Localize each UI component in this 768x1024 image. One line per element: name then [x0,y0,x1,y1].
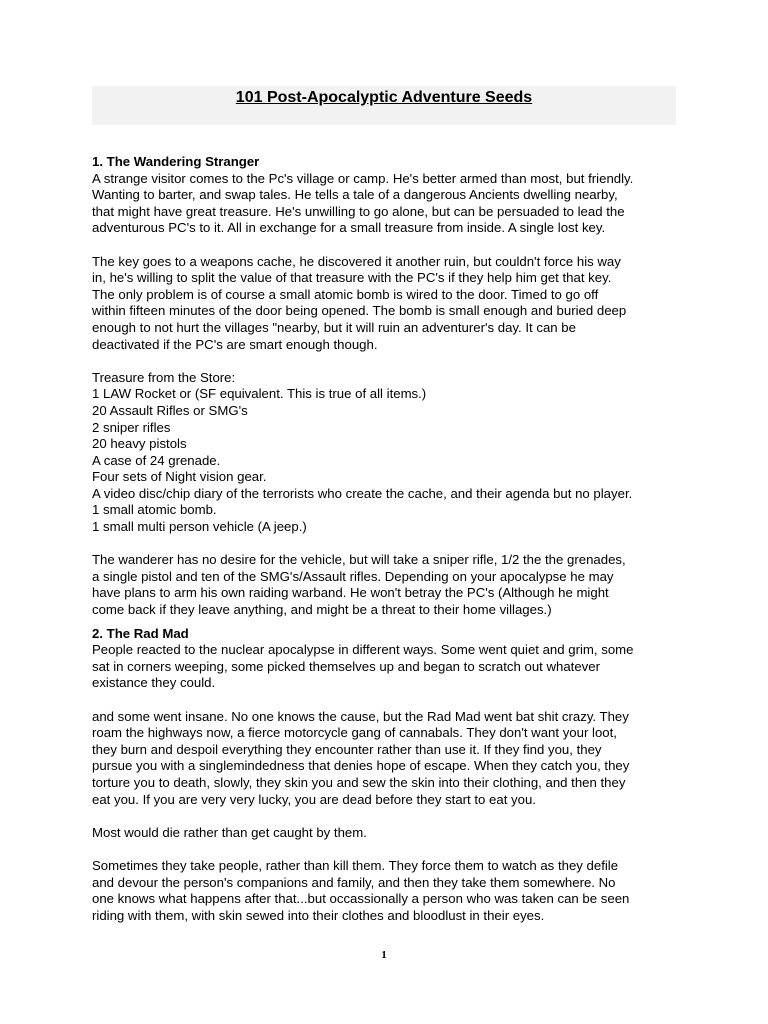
paragraph-gap [92,841,686,858]
text-line: come back if they leave anything, and might be a threat to their home villages.) [92,602,552,618]
text-line: torture you to death, slowly, they skin you and sew the skin into their clothing, and then they [92,774,626,790]
text-line: and some went insane. No one knows the cause, but the Rad Mad went bat shit crazy. They [92,708,629,724]
section-heading-wandering-stranger: 1. The Wandering Stranger [92,154,260,169]
text-line: that might have great treasure. He's unwilling to go alone, but can be persuaded to lead the [92,203,625,219]
text-line: Wanting to barter, and swap tales. He tells a tale of a dangerous Ancients dwelling nearby, [92,187,618,203]
text-line: The wanderer has no desire for the vehicle, but will take a sniper rifle, 1/2 the the grenades, [92,552,626,568]
treasure-item: Four sets of Night vision gear. [92,469,267,485]
text-line: existance they could. [92,675,216,691]
text-line: sat in corners weeping, some picked themselves up and began to scratch out whatever [92,658,601,674]
treasure-item: 1 small atomic bomb. [92,502,217,518]
treasure-item: A case of 24 grenade. [92,452,221,468]
text-line: a single pistol and ten of the SMG's/Assault rifles. Depending on your apocalypse he may [92,568,614,584]
text-line: enough to not hurt the villages "nearby, but it will ruin an adventurer's day. It can be [92,319,576,335]
text-line: Most would die rather than get caught by them. [92,824,367,840]
section-heading-rad-mad: 2. The Rad Mad [92,625,189,641]
text-line: deactivated if the PC's are smart enough though. [92,336,378,352]
text-line: in, he's willing to split the value of that treasure with the PC's if they help him get that key. [92,270,612,286]
paragraph-gap [92,619,686,626]
document-title: 101 Post-Apocalyptic Adventure Seeds [235,89,533,106]
treasure-heading: Treasure from the Store: [92,369,236,385]
text-line: have plans to arm his own raiding warband. He won't betray the PC's (Although he might [92,585,609,601]
treasure-item: 20 heavy pistols [92,436,187,452]
text-line: riding with them, with skin sewed into their clothes and bloodlust in their eyes. [92,907,545,923]
text-line: People reacted to the nuclear apocalypse in different ways. Some went quiet and grim, some [92,642,634,658]
text-line: The key goes to a weapons cache, he discovered it another ruin, but couldn't force his way [92,253,621,269]
paragraph-gap [92,536,686,553]
treasure-item: A video disc/chip diary of the terrorists who create the cache, and their agenda but no player. [92,485,633,501]
text-line: A strange visitor comes to the Pc's village or camp. He's better armed than most, but friendly. [92,170,634,186]
text-line: adventurous PC's to it. All in exchange for a small treasure from inside. A single lost key. [92,220,606,236]
text-line: The only problem is of course a small atomic bomb is wired to the door. Timed to go off [92,286,599,302]
text-line: eat you. If you are very very lucky, you are dead before they start to eat you. [92,791,536,807]
paragraph-gap [92,237,686,254]
treasure-item: 20 Assault Rifles or SMG's [92,402,248,418]
treasure-item: 1 small multi person vehicle (A jeep.) [92,519,307,535]
treasure-item: 2 sniper rifles [92,419,171,435]
text-line: they burn and despoil everything they encounter rather than use it. If they find you, they [92,741,602,757]
page-number: 1 [381,949,387,961]
text-line: one knows what happens after that...but occassionally a person who was taken can be seen [92,891,630,907]
paragraph-gap [92,808,686,825]
paragraph-gap [92,692,686,709]
text-line: Sometimes they take people, rather than kill them. They force them to watch as they defile [92,857,619,873]
text-line: and devour the person's companions and family, and then they take them somewhere. No [92,874,616,890]
paragraph-gap [92,353,686,370]
text-line: within fifteen minutes of the door being opened. The bomb is small enough and buried deep [92,303,627,319]
document-body [92,154,686,924]
text-line: pursue you with a singlemindedness that denies hope of escape. When they catch you, they [92,758,630,774]
text-line: roam the highways now, a fierce motorcycle gang of cannabals. They don't want your loot, [92,725,617,741]
treasure-item: 1 LAW Rocket or (SF equivalent. This is true of all items.) [92,386,427,402]
